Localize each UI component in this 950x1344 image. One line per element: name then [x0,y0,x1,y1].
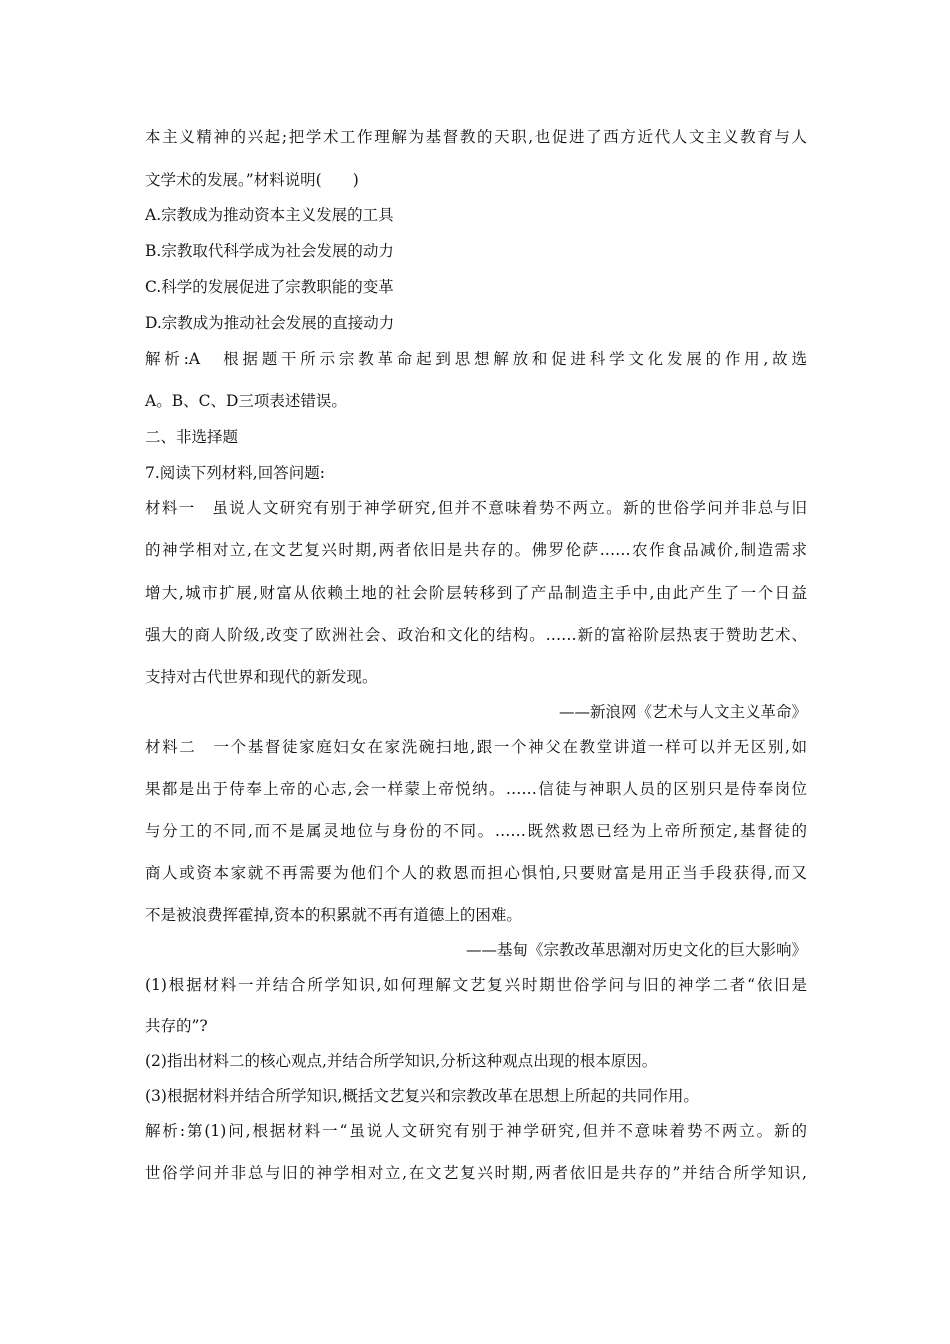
text-line: 支持对古代世界和现代的新发现。 [145,668,378,686]
material-one: 材料一 虽说人文研究有别于神学研究,但并不意味着势不两立。新的世俗学问并非总与旧 [145,499,807,517]
option-d: D.宗教成为推动社会发展的直接动力 [145,314,395,332]
text-line: 不是被浪费挥霍掉,资本的积累就不再有道德上的困难。 [145,906,522,924]
material-two: 材料二 一个基督徒家庭妇女在家洗碗扫地,跟一个神父在教堂讲道一样可以并无区别,如 [145,738,807,756]
section-heading: 二、非选择题 [145,428,239,446]
text-line: 文学术的发展。”材料说明( ) [145,171,359,189]
text-line: 商人或资本家就不再需要为他们个人的救恩而担心惧怕,只要财富是用正当手段获得,而又 [145,864,807,882]
answer-analysis: 解析:第(1)问,根据材料一“虽说人文研究有别于神学研究,但并不意味着势不两立。新的 [145,1122,807,1140]
text-line: 的神学相对立,在文艺复兴时期,两者依旧是共存的。佛罗伦萨……农作食品减价,制造需求 [145,541,807,559]
sub-question-1: (1)根据材料一并结合所学知识,如何理解文艺复兴时期世俗学问与旧的神学二者“依旧是 [145,976,807,994]
text-line: 共存的”? [145,1017,208,1035]
text-line: 本主义精神的兴起;把学术工作理解为基督教的天职,也促进了西方近代人文主义教育与人 [145,128,807,146]
option-a: A.宗教成为推动资本主义发展的工具 [145,206,394,224]
text-line: 世俗学问并非总与旧的神学相对立,在文艺复兴时期,两者依旧是共存的”并结合所学知识, [145,1164,807,1182]
text-line: A。B、C、D三项表述错误。 [145,392,347,410]
text-line: 强大的商人阶级,改变了欧洲社会、政治和文化的结构。……新的富裕阶层热衷于赞助艺术、 [145,626,807,644]
text-line: 增大,城市扩展,财富从依赖土地的社会阶层转移到了产品制造主手中,由此产生了一个日益 [145,584,807,602]
source-citation: ——新浪网《艺术与人文主义革命》 [558,703,807,721]
source-citation: ——基甸《宗教改革思潮对历史文化的巨大影响》 [465,941,807,959]
text-line: 果都是出于侍奉上帝的心志,会一样蒙上帝悦纳。……信徒与神职人员的区别只是侍奉岗位 [145,780,807,798]
option-b: B.宗教取代科学成为社会发展的动力 [145,242,394,260]
sub-question-2: (2)指出材料二的核心观点,并结合所学知识,分析这种观点出现的根本原因。 [145,1052,658,1070]
question-7: 7.阅读下列材料,回答问题: [145,464,325,482]
answer-analysis: 解析:A 根据题干所示宗教革命起到思想解放和促进科学文化发展的作用,故选 [145,350,807,368]
sub-question-3: (3)根据材料并结合所学知识,概括文艺复兴和宗教改革在思想上所起的共同作用。 [145,1087,699,1105]
text-line: 与分工的不同,而不是属灵地位与身份的不同。……既然救恩已经为上帝所预定,基督徒的 [145,822,807,840]
option-c: C.科学的发展促进了宗教职能的变革 [145,278,394,296]
